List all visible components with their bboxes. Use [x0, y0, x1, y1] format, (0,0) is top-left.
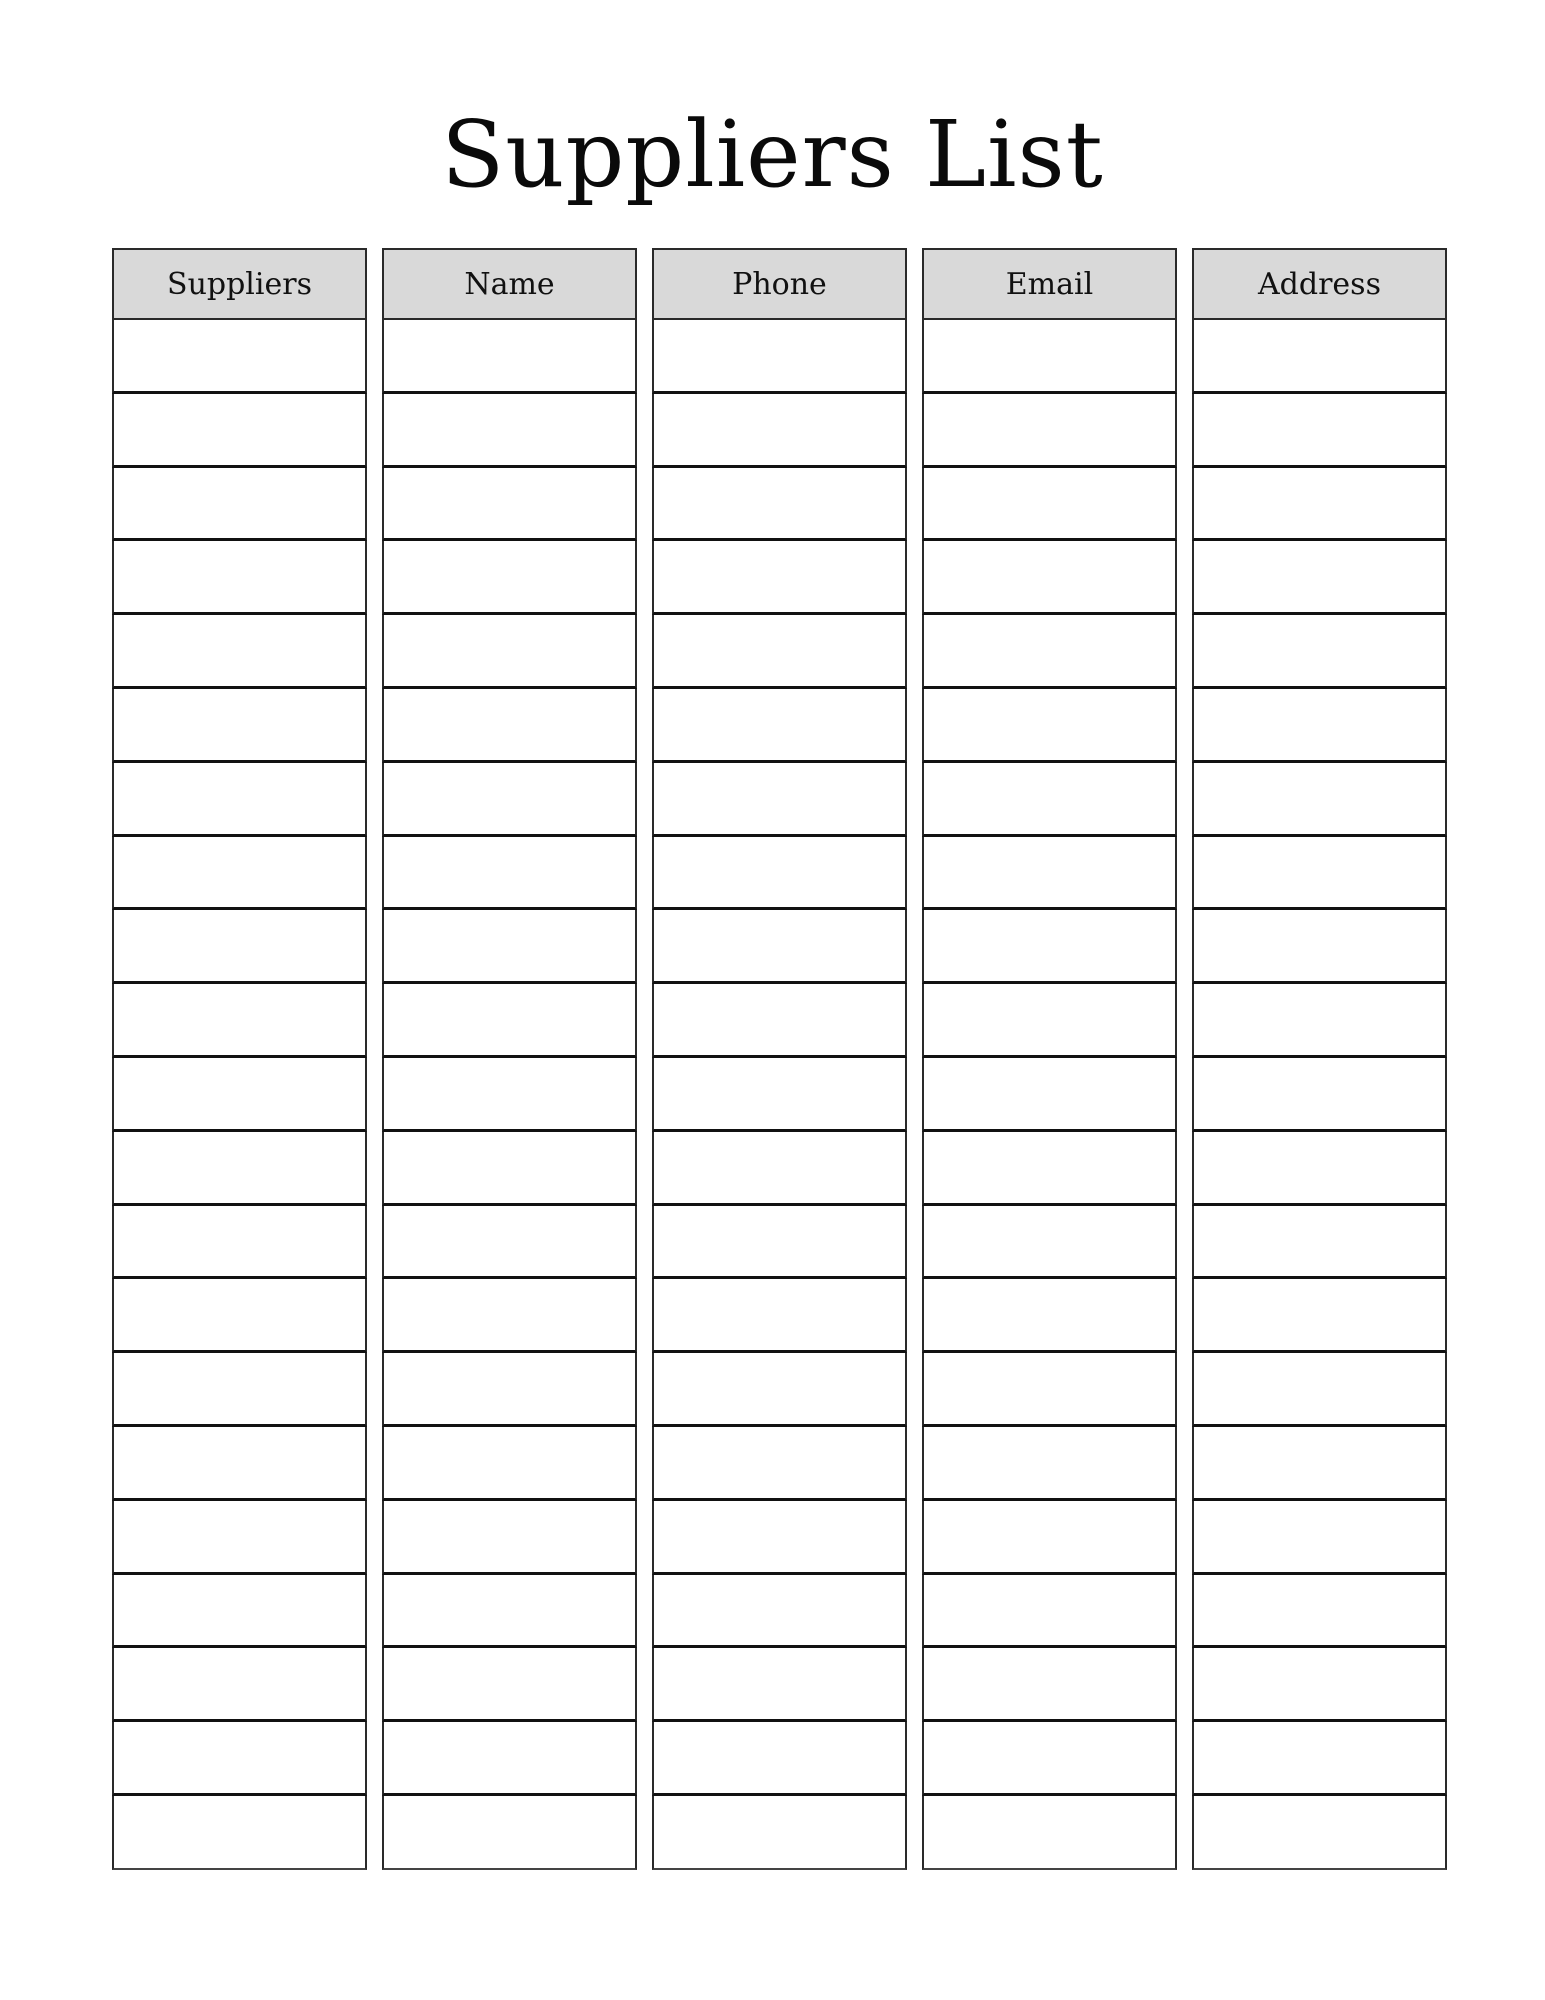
- table-cell[interactable]: [112, 1501, 367, 1575]
- table-cell[interactable]: [382, 1206, 637, 1280]
- table-cell[interactable]: [652, 1796, 907, 1870]
- table-cell[interactable]: [382, 1722, 637, 1796]
- table-cell[interactable]: [112, 1206, 367, 1280]
- table-cell[interactable]: [1192, 541, 1447, 615]
- table-cell[interactable]: [112, 910, 367, 984]
- table-cell[interactable]: [652, 1722, 907, 1796]
- table-cell[interactable]: [922, 1058, 1177, 1132]
- table-cell[interactable]: [1192, 1722, 1447, 1796]
- table-cell[interactable]: [112, 1058, 367, 1132]
- column-address: [1192, 248, 1447, 1870]
- table-cell[interactable]: [1192, 1501, 1447, 1575]
- table-cell[interactable]: [652, 320, 907, 394]
- table-cell[interactable]: [112, 1132, 367, 1206]
- table-cell[interactable]: [1192, 689, 1447, 763]
- table-cell[interactable]: [1192, 468, 1447, 542]
- table-cell[interactable]: [1192, 1427, 1447, 1501]
- table-cell[interactable]: [382, 984, 637, 1058]
- column-header: Phone: [652, 248, 907, 320]
- table-cell[interactable]: [382, 837, 637, 911]
- table-cell[interactable]: [652, 1648, 907, 1722]
- table-cell[interactable]: [922, 1575, 1177, 1649]
- table-cell[interactable]: [922, 984, 1177, 1058]
- table-cell[interactable]: [1192, 763, 1447, 837]
- table-cell[interactable]: [652, 1501, 907, 1575]
- table-cell[interactable]: [1192, 837, 1447, 911]
- table-cell[interactable]: [652, 837, 907, 911]
- table-cell[interactable]: [652, 763, 907, 837]
- table-cell[interactable]: [112, 763, 367, 837]
- table-cell[interactable]: [1192, 1575, 1447, 1649]
- table-cell[interactable]: [112, 984, 367, 1058]
- table-cell[interactable]: [1192, 1648, 1447, 1722]
- table-cell[interactable]: [112, 1353, 367, 1427]
- table-cell[interactable]: [1192, 394, 1447, 468]
- table-cell[interactable]: [112, 1722, 367, 1796]
- table-cell[interactable]: [922, 763, 1177, 837]
- table-cell[interactable]: [112, 1796, 367, 1870]
- table-cell[interactable]: [922, 1353, 1177, 1427]
- table-cell[interactable]: [1192, 1206, 1447, 1280]
- page-title: Suppliers List: [441, 101, 1104, 208]
- table-cell[interactable]: [382, 1648, 637, 1722]
- table-cell[interactable]: [382, 541, 637, 615]
- table-cell[interactable]: [922, 1501, 1177, 1575]
- table-cell[interactable]: [1192, 615, 1447, 689]
- table-cell[interactable]: [112, 1279, 367, 1353]
- table-cell[interactable]: [652, 910, 907, 984]
- table-cell[interactable]: [652, 394, 907, 468]
- table-cell[interactable]: [1192, 1353, 1447, 1427]
- table-cell[interactable]: [652, 541, 907, 615]
- suppliers-table: [112, 248, 1447, 1870]
- table-cell[interactable]: [112, 615, 367, 689]
- table-cell[interactable]: [922, 1132, 1177, 1206]
- table-cell[interactable]: [112, 320, 367, 394]
- table-cell[interactable]: [382, 910, 637, 984]
- table-cell[interactable]: [1192, 1796, 1447, 1870]
- table-cell[interactable]: [922, 1427, 1177, 1501]
- table-cell[interactable]: [652, 1353, 907, 1427]
- table-cell[interactable]: [922, 1722, 1177, 1796]
- column-header: Suppliers: [112, 248, 367, 320]
- column-header: Address: [1192, 248, 1447, 320]
- column-suppliers: [112, 248, 367, 1870]
- table-cell[interactable]: [922, 615, 1177, 689]
- table-cell[interactable]: [382, 689, 637, 763]
- table-cell[interactable]: [922, 320, 1177, 394]
- table-cell[interactable]: [112, 394, 367, 468]
- table-cell[interactable]: [1192, 1058, 1447, 1132]
- table-cell[interactable]: [922, 1206, 1177, 1280]
- table-cell[interactable]: [382, 1279, 637, 1353]
- column-phone: [652, 248, 907, 1870]
- table-cell[interactable]: [922, 541, 1177, 615]
- table-cell[interactable]: [1192, 984, 1447, 1058]
- table-cell[interactable]: [112, 837, 367, 911]
- column-header: Email: [922, 248, 1177, 320]
- table-cell[interactable]: [112, 541, 367, 615]
- table-cell[interactable]: [112, 468, 367, 542]
- column-header: Name: [382, 248, 637, 320]
- table-cell[interactable]: [382, 615, 637, 689]
- table-cell[interactable]: [922, 1279, 1177, 1353]
- table-cell[interactable]: [382, 1427, 637, 1501]
- table-cell[interactable]: [652, 1427, 907, 1501]
- table-cell[interactable]: [382, 1353, 637, 1427]
- table-cell[interactable]: [922, 468, 1177, 542]
- table-cell[interactable]: [382, 1575, 637, 1649]
- table-cell[interactable]: [382, 763, 637, 837]
- table-cell[interactable]: [652, 1279, 907, 1353]
- table-cell[interactable]: [382, 1132, 637, 1206]
- table-cell[interactable]: [652, 1206, 907, 1280]
- table-cell[interactable]: [1192, 910, 1447, 984]
- table-cell[interactable]: [922, 689, 1177, 763]
- table-cell[interactable]: [382, 1058, 637, 1132]
- table-cell[interactable]: [382, 468, 637, 542]
- table-cell[interactable]: [382, 1796, 637, 1870]
- table-cell[interactable]: [112, 689, 367, 763]
- table-cell[interactable]: [1192, 320, 1447, 394]
- table-cell[interactable]: [382, 320, 637, 394]
- table-cell[interactable]: [652, 1575, 907, 1649]
- table-cell[interactable]: [922, 1796, 1177, 1870]
- table-cell[interactable]: [1192, 1279, 1447, 1353]
- table-cell[interactable]: [652, 468, 907, 542]
- table-cell[interactable]: [652, 1058, 907, 1132]
- table-cell[interactable]: [1192, 1132, 1447, 1206]
- table-cell[interactable]: [382, 394, 637, 468]
- table-cell[interactable]: [652, 615, 907, 689]
- table-cell[interactable]: [652, 1132, 907, 1206]
- table-cell[interactable]: [922, 910, 1177, 984]
- column-email: [922, 248, 1177, 1870]
- table-cell[interactable]: [922, 837, 1177, 911]
- table-cell[interactable]: [922, 394, 1177, 468]
- column-name: [382, 248, 637, 1870]
- table-cell[interactable]: [922, 1648, 1177, 1722]
- table-cell[interactable]: [112, 1575, 367, 1649]
- table-cell[interactable]: [112, 1427, 367, 1501]
- table-cell[interactable]: [652, 984, 907, 1058]
- table-cell[interactable]: [382, 1501, 637, 1575]
- table-cell[interactable]: [652, 689, 907, 763]
- table-cell[interactable]: [112, 1648, 367, 1722]
